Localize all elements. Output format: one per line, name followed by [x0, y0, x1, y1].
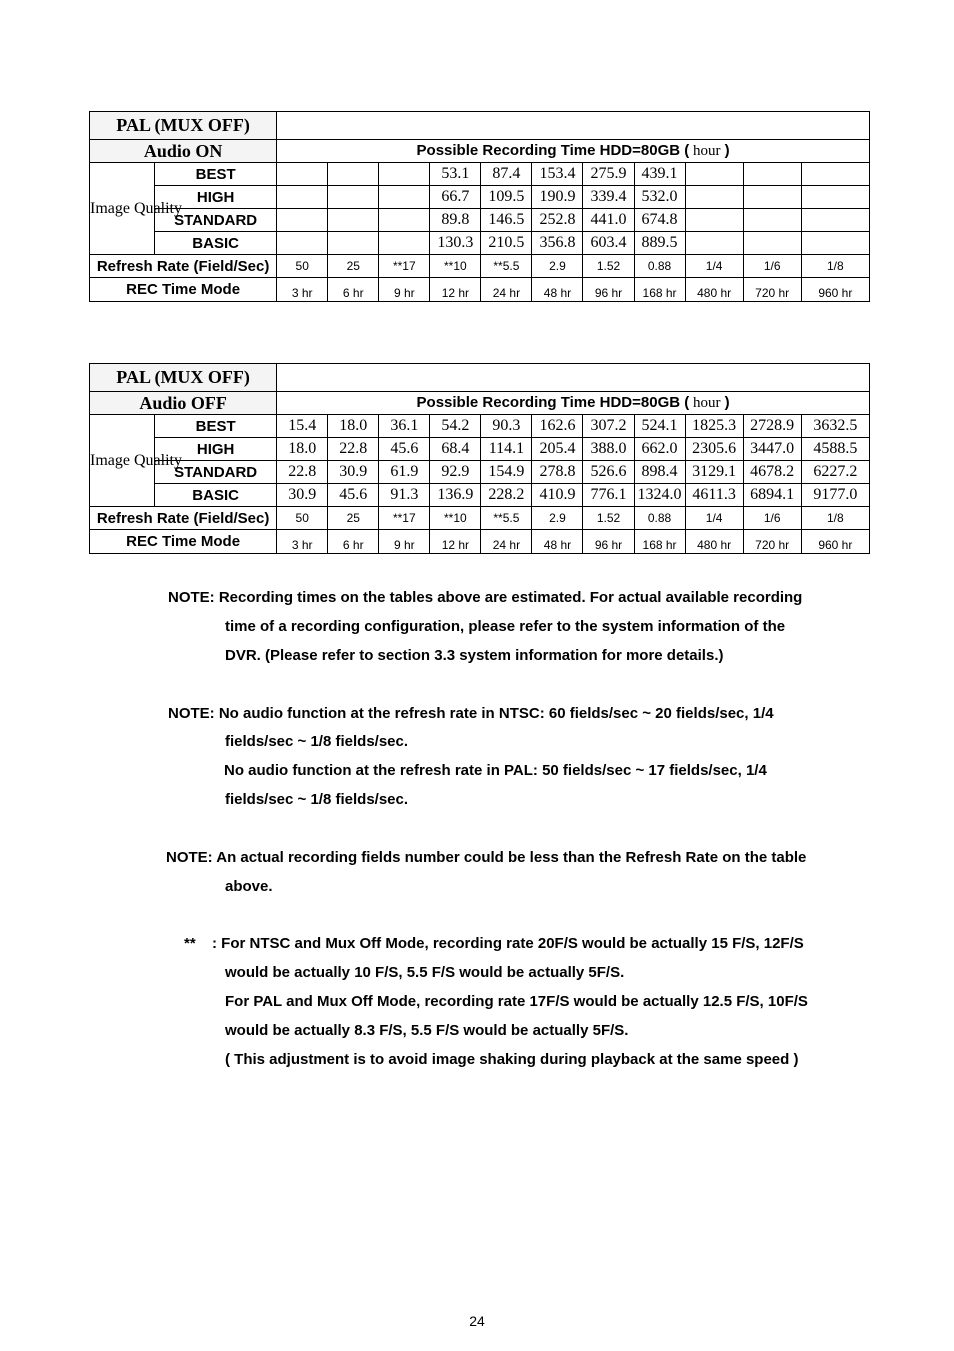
value-cell: 526.6 [583, 461, 634, 484]
table-row [90, 461, 870, 484]
refresh-cell: 1/8 [801, 507, 869, 530]
value-cell [277, 186, 328, 209]
note-estimated-line-3: DVR. (Please refer to section 3.3 system information for more details.) [225, 647, 724, 664]
value-cell [685, 186, 743, 209]
rec-time-cell: 12 hr [430, 278, 481, 302]
value-cell: 15.4 [277, 415, 328, 438]
refresh-cell: 1/4 [685, 507, 743, 530]
value-cell: 18.0 [328, 415, 379, 438]
value-cell [743, 209, 801, 232]
value-cell: 410.9 [532, 484, 583, 507]
value-cell: 6227.2 [801, 461, 869, 484]
table-row [90, 209, 870, 232]
table-row [90, 438, 870, 461]
value-cell: 674.8 [634, 209, 685, 232]
value-cell: 66.7 [430, 186, 481, 209]
refresh-cell: **17 [379, 255, 430, 278]
value-cell: 524.1 [634, 415, 685, 438]
value-cell: 30.9 [328, 461, 379, 484]
rec-time-cell: 480 hr [685, 530, 743, 554]
value-cell: 92.9 [430, 461, 481, 484]
value-cell: 3129.1 [685, 461, 743, 484]
value-cell [379, 232, 430, 255]
table-row [90, 163, 870, 186]
rec-time-cell: 6 hr [328, 530, 379, 554]
note-audio-line-1: NOTE: No audio function at the refresh rate in NTSC: 60 fields/sec ~ 20 fields/sec, 1/4 [168, 705, 774, 722]
note-fields-line-2: above. [225, 878, 273, 895]
value-cell: 3632.5 [801, 415, 869, 438]
table-header-blank [277, 364, 870, 392]
recording-time-heading [277, 392, 870, 415]
value-cell: 22.8 [328, 438, 379, 461]
value-cell: 54.2 [430, 415, 481, 438]
value-cell: 114.1 [481, 438, 532, 461]
value-cell: 210.5 [481, 232, 532, 255]
value-cell: 278.8 [532, 461, 583, 484]
heading-close: ) [720, 394, 730, 411]
note-asterisk-mark: ** [184, 935, 196, 952]
value-cell: 153.4 [532, 163, 583, 186]
value-cell: 154.9 [481, 461, 532, 484]
value-cell [801, 209, 869, 232]
value-cell: 1825.3 [685, 415, 743, 438]
table-row [90, 415, 870, 438]
value-cell: 2305.6 [685, 438, 743, 461]
rec-time-cell: 960 hr [801, 278, 869, 302]
value-cell [801, 163, 869, 186]
value-cell: 356.8 [532, 232, 583, 255]
value-cell: 441.0 [583, 209, 634, 232]
value-cell [277, 232, 328, 255]
value-cell: 1324.0 [634, 484, 685, 507]
refresh-cell: **5.5 [481, 507, 532, 530]
value-cell [328, 209, 379, 232]
value-cell: 4588.5 [801, 438, 869, 461]
value-cell [379, 163, 430, 186]
refresh-rate-label: Refresh Rate (Field/Sec) [90, 507, 277, 530]
value-cell: 190.9 [532, 186, 583, 209]
note-mux-line-5: ( This adjustment is to avoid image shaking during playback at the same speed ) [225, 1051, 799, 1068]
value-cell: 89.8 [430, 209, 481, 232]
table-title-mode: PAL (MUX OFF) [90, 364, 277, 392]
value-cell [277, 163, 328, 186]
refresh-cell: **17 [379, 507, 430, 530]
value-cell: 45.6 [379, 438, 430, 461]
table-header-blank [277, 112, 870, 140]
rec-time-cell: 168 hr [634, 530, 685, 554]
value-cell [801, 232, 869, 255]
rec-time-mode-row [90, 278, 870, 302]
value-cell: 439.1 [634, 163, 685, 186]
refresh-cell: 1/6 [743, 255, 801, 278]
refresh-cell: 1.52 [583, 255, 634, 278]
rec-time-cell: 480 hr [685, 278, 743, 302]
refresh-cell: 1/6 [743, 507, 801, 530]
value-cell [685, 209, 743, 232]
note-audio-line-2: fields/sec ~ 1/8 fields/sec. [225, 733, 409, 750]
value-cell: 603.4 [583, 232, 634, 255]
refresh-cell: **5.5 [481, 255, 532, 278]
value-cell [685, 163, 743, 186]
note-audio-line-4: fields/sec ~ 1/8 fields/sec. [225, 791, 409, 808]
rec-time-cell: 12 hr [430, 530, 481, 554]
value-cell [801, 186, 869, 209]
rec-time-cell: 720 hr [743, 278, 801, 302]
value-cell: 776.1 [583, 484, 634, 507]
rec-time-cell: 960 hr [801, 530, 869, 554]
value-cell: 18.0 [277, 438, 328, 461]
value-cell [328, 163, 379, 186]
heading-text: Possible Recording Time HDD=80GB ( [416, 142, 690, 159]
value-cell: 307.2 [583, 415, 634, 438]
value-cell: 22.8 [277, 461, 328, 484]
rec-time-mode-label: REC Time Mode [90, 530, 277, 554]
value-cell: 662.0 [634, 438, 685, 461]
value-cell [328, 232, 379, 255]
value-cell: 90.3 [481, 415, 532, 438]
value-cell: 2728.9 [743, 415, 801, 438]
note-estimated-line-2: time of a recording configuration, please refer to the system information of the [225, 618, 786, 635]
refresh-rate-label: Refresh Rate (Field/Sec) [90, 255, 277, 278]
quality-best-label: BEST [155, 163, 277, 186]
image-quality-label: Image Quality [90, 415, 155, 507]
value-cell: 339.4 [583, 186, 634, 209]
recording-time-table-audio-off [89, 363, 870, 554]
value-cell: 91.3 [379, 484, 430, 507]
value-cell: 162.6 [532, 415, 583, 438]
table-title-mode: PAL (MUX OFF) [90, 112, 277, 140]
note-fields-line-1: NOTE: An actual recording fields number could be less than the Refresh Rate on the table [166, 849, 807, 866]
rec-time-cell: 96 hr [583, 530, 634, 554]
refresh-cell: **10 [430, 255, 481, 278]
quality-high-label: HIGH [155, 186, 277, 209]
refresh-cell: 1/8 [801, 255, 869, 278]
value-cell: 388.0 [583, 438, 634, 461]
rec-time-cell: 3 hr [277, 530, 328, 554]
table-title-audio: Audio ON [90, 140, 277, 163]
value-cell [743, 163, 801, 186]
value-cell: 61.9 [379, 461, 430, 484]
note-audio-line-3: No audio function at the refresh rate in PAL: 50 fields/sec ~ 17 fields/sec, 1/4 [224, 762, 767, 779]
note-mux-line-3: For PAL and Mux Off Mode, recording rate 17F/S would be actually 12.5 F/S, 10F/S [225, 993, 808, 1010]
recording-time-table-audio-on [89, 111, 870, 302]
value-cell: 87.4 [481, 163, 532, 186]
rec-time-cell: 48 hr [532, 530, 583, 554]
value-cell: 252.8 [532, 209, 583, 232]
value-cell: 205.4 [532, 438, 583, 461]
note-mux-line-4: would be actually 8.3 F/S, 5.5 F/S would be actually 5F/S. [225, 1022, 629, 1039]
rec-time-cell: 168 hr [634, 278, 685, 302]
heading-unit: hour [689, 395, 721, 411]
table-row [90, 484, 870, 507]
page-number: 24 [469, 1313, 485, 1329]
heading-close: ) [720, 142, 730, 159]
value-cell: 889.5 [634, 232, 685, 255]
quality-standard-label: STANDARD [155, 209, 277, 232]
rec-time-cell: 96 hr [583, 278, 634, 302]
note-estimated-line-1: NOTE: Recording times on the tables above are estimated. For actual available recording [168, 589, 803, 606]
value-cell: 130.3 [430, 232, 481, 255]
quality-basic-label: BASIC [155, 484, 277, 507]
table-row [90, 186, 870, 209]
refresh-cell: 25 [328, 507, 379, 530]
value-cell [685, 232, 743, 255]
value-cell [743, 232, 801, 255]
refresh-rate-row [90, 255, 870, 278]
rec-time-cell: 24 hr [481, 278, 532, 302]
heading-text: Possible Recording Time HDD=80GB ( [416, 394, 690, 411]
rec-time-cell: 9 hr [379, 278, 430, 302]
quality-standard-label: STANDARD [155, 461, 277, 484]
value-cell: 3447.0 [743, 438, 801, 461]
value-cell: 30.9 [277, 484, 328, 507]
value-cell: 109.5 [481, 186, 532, 209]
refresh-cell: 50 [277, 507, 328, 530]
value-cell: 36.1 [379, 415, 430, 438]
refresh-cell: 0.88 [634, 507, 685, 530]
refresh-cell: 0.88 [634, 255, 685, 278]
note-mux-line-1: : For NTSC and Mux Off Mode, recording rate 20F/S would be actually 15 F/S, 12F/S [212, 935, 804, 952]
value-cell: 4678.2 [743, 461, 801, 484]
heading-unit: hour [689, 143, 721, 159]
value-cell: 898.4 [634, 461, 685, 484]
table-title-audio: Audio OFF [90, 392, 277, 415]
refresh-rate-row [90, 507, 870, 530]
rec-time-cell: 720 hr [743, 530, 801, 554]
quality-high-label: HIGH [155, 438, 277, 461]
refresh-cell: 50 [277, 255, 328, 278]
value-cell: 146.5 [481, 209, 532, 232]
quality-best-label: BEST [155, 415, 277, 438]
rec-time-cell: 9 hr [379, 530, 430, 554]
table-row [90, 232, 870, 255]
value-cell: 68.4 [430, 438, 481, 461]
refresh-cell: 2.9 [532, 255, 583, 278]
value-cell: 136.9 [430, 484, 481, 507]
rec-time-cell: 6 hr [328, 278, 379, 302]
value-cell: 4611.3 [685, 484, 743, 507]
rec-time-mode-label: REC Time Mode [90, 278, 277, 302]
refresh-cell: 1.52 [583, 507, 634, 530]
rec-time-mode-row [90, 530, 870, 554]
value-cell: 532.0 [634, 186, 685, 209]
value-cell: 228.2 [481, 484, 532, 507]
value-cell [328, 186, 379, 209]
quality-basic-label: BASIC [155, 232, 277, 255]
value-cell [379, 186, 430, 209]
recording-time-heading [277, 140, 870, 163]
refresh-cell: 25 [328, 255, 379, 278]
refresh-cell: **10 [430, 507, 481, 530]
rec-time-cell: 24 hr [481, 530, 532, 554]
rec-time-cell: 3 hr [277, 278, 328, 302]
value-cell [277, 209, 328, 232]
value-cell: 53.1 [430, 163, 481, 186]
refresh-cell: 1/4 [685, 255, 743, 278]
image-quality-label: Image Quality [90, 163, 155, 255]
value-cell: 9177.0 [801, 484, 869, 507]
value-cell: 6894.1 [743, 484, 801, 507]
value-cell: 45.6 [328, 484, 379, 507]
note-mux-line-2: would be actually 10 F/S, 5.5 F/S would be actually 5F/S. [225, 964, 625, 981]
value-cell: 275.9 [583, 163, 634, 186]
refresh-cell: 2.9 [532, 507, 583, 530]
value-cell [743, 186, 801, 209]
value-cell [379, 209, 430, 232]
rec-time-cell: 48 hr [532, 278, 583, 302]
